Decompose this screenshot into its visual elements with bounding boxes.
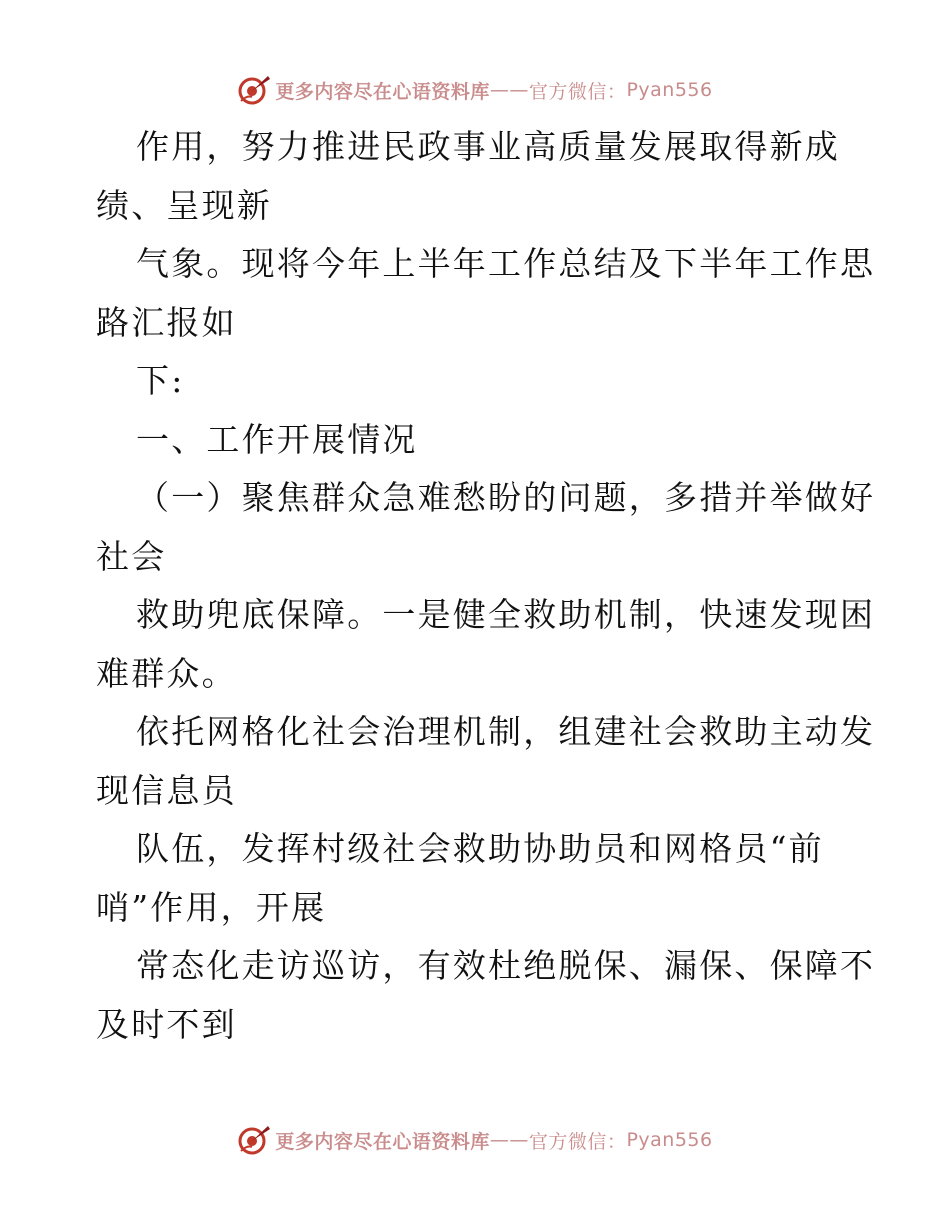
text-line: 依托网格化社会治理机制，组建社会救助主动发 <box>136 712 876 751</box>
body-text <box>96 118 876 1054</box>
text-line: 路汇报如 <box>96 302 237 342</box>
text-line: 常态化走访巡访，有效杜绝脱保、漏保、保障不 <box>136 946 876 985</box>
banner-wechat-label: 官方微信： <box>528 80 627 103</box>
text-line: 难群众。 <box>96 653 237 693</box>
text-line: 救助兜底保障。一是健全救助机制，快速发现困 <box>136 595 876 634</box>
text-line: 哨”作用，开展 <box>96 887 327 927</box>
banner-wechat-id: Pyan556 <box>626 79 713 101</box>
banner-dash: —— <box>489 1129 529 1151</box>
text-line: 下: <box>136 361 185 400</box>
banner-wechat-label: 官方微信： <box>528 1130 627 1153</box>
text-line: （一）聚焦群众急难愁盼的问题，多措并举做好 <box>136 478 876 517</box>
text-line: 气象。现将今年上半年工作总结及下半年工作思 <box>136 244 876 283</box>
banner-site-name: 更多内容尽在心语资料库 <box>275 80 490 103</box>
footer-banner <box>0 1120 950 1160</box>
banner-wechat-id: Pyan556 <box>626 1129 713 1151</box>
text-line: 作用，努力推进民政事业高质量发展取得新成 <box>136 127 840 166</box>
text-line: 社会 <box>96 536 167 576</box>
banner-dash: —— <box>489 79 529 101</box>
pen-logo-icon <box>237 73 271 107</box>
pen-logo-icon <box>237 1123 271 1157</box>
banner-site-name: 更多内容尽在心语资料库 <box>275 1130 490 1153</box>
text-line: 队伍，发挥村级社会救助协助员和网格员“前 <box>136 829 824 868</box>
text-line: 及时不到 <box>96 1004 237 1044</box>
section-heading: 一、工作开展情况 <box>136 419 418 459</box>
text-line: 绩、呈现新 <box>96 185 272 225</box>
text-line: 现信息员 <box>96 770 237 810</box>
header-banner <box>0 70 950 110</box>
